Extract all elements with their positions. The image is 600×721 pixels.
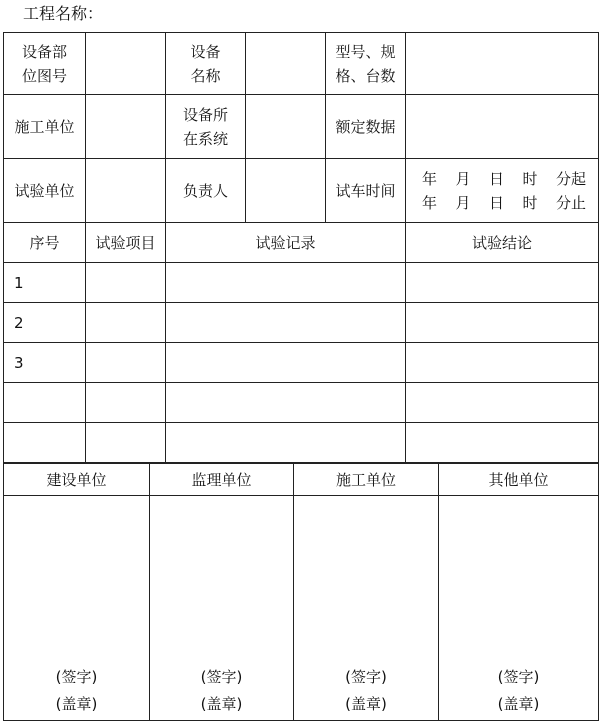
construction-signature-area[interactable] bbox=[294, 496, 439, 721]
test-item-cell[interactable] bbox=[86, 303, 166, 343]
equipment-location-label: 设备部 位图号 bbox=[4, 33, 86, 95]
sign-label: (签字) bbox=[497, 668, 540, 686]
info-row-2 bbox=[4, 95, 599, 159]
other-signature-area[interactable] bbox=[439, 496, 599, 721]
equipment-name-label: 设备 名称 bbox=[166, 33, 246, 95]
test-item-cell[interactable] bbox=[86, 383, 166, 423]
test-conclusion-header: 试验结论 bbox=[406, 223, 599, 263]
test-unit-field[interactable] bbox=[86, 159, 166, 223]
project-name-label: 工程名称： bbox=[23, 4, 104, 23]
test-unit-label: 试验单位 bbox=[4, 159, 86, 223]
equipment-test-table bbox=[3, 32, 599, 463]
table-row bbox=[4, 263, 599, 303]
construction-unit-field[interactable] bbox=[86, 95, 166, 159]
table-row bbox=[4, 303, 599, 343]
test-run-time-label: 试车时间 bbox=[326, 159, 406, 223]
other-unit-header: 其他单位 bbox=[439, 464, 599, 496]
equipment-system-label: 设备所 在系统 bbox=[166, 95, 246, 159]
row-number bbox=[4, 423, 86, 463]
test-item-header: 试验项目 bbox=[86, 223, 166, 263]
test-run-time-field[interactable] bbox=[406, 159, 599, 223]
equipment-name-field[interactable] bbox=[246, 33, 326, 95]
info-row-3 bbox=[4, 159, 599, 223]
seal-label: (盖章) bbox=[497, 695, 540, 713]
seal-label: (盖章) bbox=[345, 695, 387, 713]
test-record-cell[interactable] bbox=[166, 383, 406, 423]
table-row bbox=[4, 423, 599, 463]
row-number: 3 bbox=[4, 343, 86, 383]
signoff-table bbox=[3, 463, 599, 721]
sign-label: (签字) bbox=[345, 668, 387, 686]
test-item-cell[interactable] bbox=[86, 423, 166, 463]
rated-data-field[interactable] bbox=[406, 95, 599, 159]
supervision-unit-header: 监理单位 bbox=[150, 464, 294, 496]
test-conclusion-cell[interactable] bbox=[406, 383, 599, 423]
test-item-cell[interactable] bbox=[86, 263, 166, 303]
test-record-cell[interactable] bbox=[166, 303, 406, 343]
test-conclusion-cell[interactable] bbox=[406, 343, 599, 383]
signoff-header-row bbox=[4, 464, 599, 496]
test-conclusion-cell[interactable] bbox=[406, 423, 599, 463]
construction-unit-label: 施工单位 bbox=[4, 95, 86, 159]
signoff-body-row bbox=[4, 496, 599, 721]
info-row-1 bbox=[4, 33, 599, 95]
sign-label: (签字) bbox=[55, 668, 98, 686]
supervision-signature-area[interactable] bbox=[150, 496, 294, 721]
test-item-cell[interactable] bbox=[86, 343, 166, 383]
test-conclusion-cell[interactable] bbox=[406, 263, 599, 303]
row-number: 2 bbox=[4, 303, 86, 343]
equipment-system-field[interactable] bbox=[246, 95, 326, 159]
seal-label: (盖章) bbox=[200, 695, 243, 713]
row-number: 1 bbox=[4, 263, 86, 303]
sequence-header: 序号 bbox=[4, 223, 86, 263]
seal-label: (盖章) bbox=[55, 695, 98, 713]
equipment-location-field[interactable] bbox=[86, 33, 166, 95]
responsible-person-label: 负责人 bbox=[166, 159, 246, 223]
model-spec-count-field[interactable] bbox=[406, 33, 599, 95]
start-time-row: 年 月 日 时 分起 bbox=[422, 169, 586, 188]
table-row bbox=[4, 343, 599, 383]
model-spec-count-label: 型号、规 格、台数 bbox=[326, 33, 406, 95]
owner-unit-header: 建设单位 bbox=[4, 464, 150, 496]
responsible-person-field[interactable] bbox=[246, 159, 326, 223]
test-record-header: 试验记录 bbox=[166, 223, 406, 263]
row-number bbox=[4, 383, 86, 423]
table-row bbox=[4, 383, 599, 423]
test-record-cell[interactable] bbox=[166, 263, 406, 303]
owner-signature-area[interactable] bbox=[4, 496, 150, 721]
construction-unit-header: 施工单位 bbox=[294, 464, 439, 496]
test-header-row bbox=[4, 223, 599, 263]
end-time-row: 年 月 日 时 分止 bbox=[422, 193, 586, 212]
test-conclusion-cell[interactable] bbox=[406, 303, 599, 343]
test-record-cell[interactable] bbox=[166, 423, 406, 463]
rated-data-label: 额定数据 bbox=[326, 95, 406, 159]
sign-label: (签字) bbox=[200, 668, 243, 686]
test-record-cell[interactable] bbox=[166, 343, 406, 383]
